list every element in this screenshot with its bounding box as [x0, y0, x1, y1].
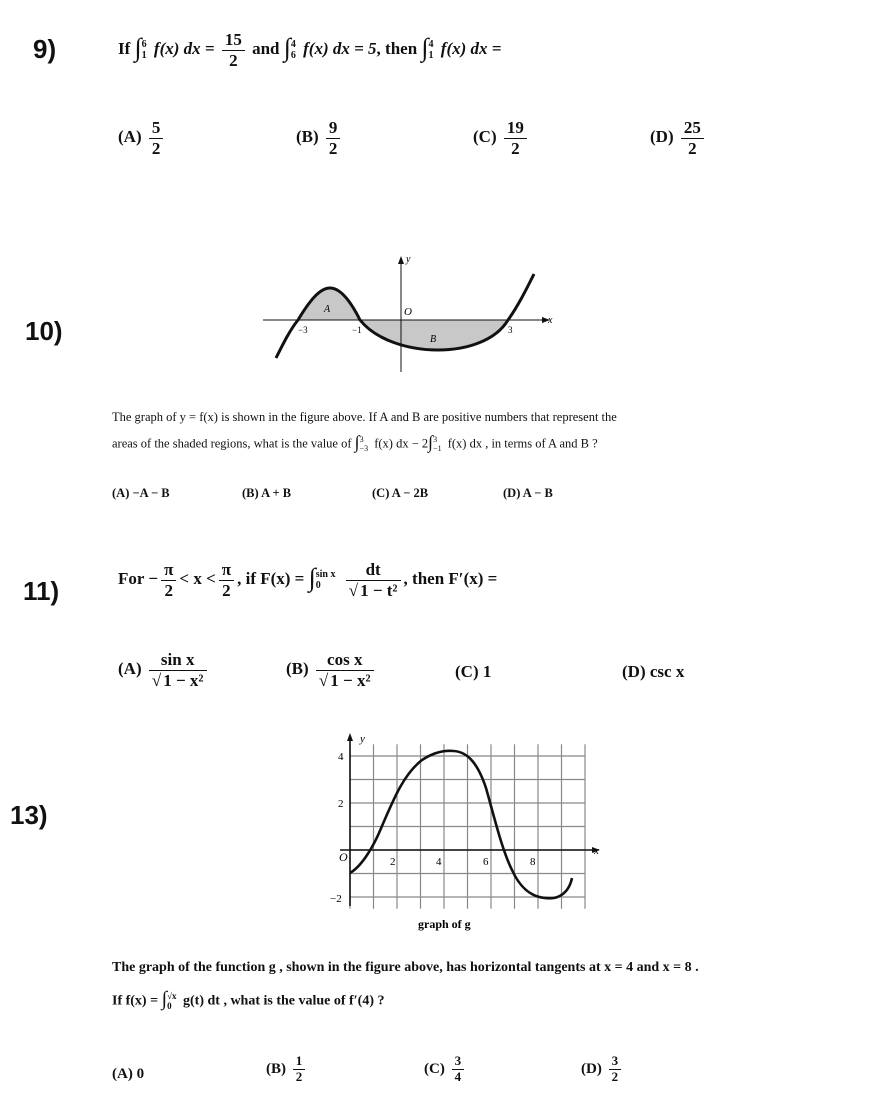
x-axis-label: x	[548, 315, 553, 326]
question-9-prompt	[118, 30, 501, 70]
q13-graph	[326, 730, 606, 940]
question-10-text-line1: The graph of y = f(x) is shown in the figure above. If A and B are positive numbers that represent the	[112, 410, 617, 424]
choice-a[interactable]: (A) $\frac{\text{sin x}}{\text{√ 1 − x²}}$	[118, 650, 210, 690]
integral-sign: ∫	[283, 33, 291, 63]
integrand: f(x) dx = 5	[303, 38, 377, 58]
prompt-text: , then	[376, 38, 418, 58]
integrand: f(x) dx =	[440, 38, 502, 58]
choice-c[interactable]: (C) $\frac{3}{4}$	[424, 1054, 467, 1085]
tick-label: 4	[338, 751, 344, 763]
grid	[350, 744, 585, 909]
origin-label: O	[404, 306, 412, 318]
tick-label: −3	[298, 325, 308, 335]
region-a-label: A	[324, 304, 331, 315]
y-axis-arrow	[347, 733, 353, 741]
choice-b[interactable]: (B) $\frac{1}{2}$	[266, 1054, 308, 1085]
choice-d[interactable]: (D) $\frac{3}{2}$	[581, 1054, 624, 1085]
question-13-text-line1: The graph of the function g , shown in the figure above, has horizontal tangents at x = 4 and x = 8 .	[112, 960, 699, 975]
y-axis-arrow	[398, 256, 404, 264]
integral-limits: 4 1	[428, 39, 434, 62]
question-11-number: 11)	[23, 576, 60, 606]
region-b-label: B	[430, 334, 437, 345]
tick-label: 8	[530, 856, 536, 868]
choice-b[interactable]: (B) $\frac{\text{cos x}}{\text{√ 1 − x²}}$	[286, 650, 377, 690]
y-axis-label: y	[406, 254, 411, 265]
prompt-text: and	[252, 38, 280, 58]
choice-c[interactable]: (C) $\frac{19}{2}$	[473, 118, 530, 158]
g-curve	[350, 751, 572, 899]
choice-d[interactable]: (D) A − B	[503, 486, 553, 500]
tick-label: 6	[483, 856, 489, 868]
question-11-prompt: For − $\frac{\pi}{2}$ < x < $\frac{\pi}{2}$ , if F(x) = ∫ sin x 0 $\frac{dt}{\text{√ 1 − t²}}$ , then F′(x) =	[118, 560, 498, 600]
origin-label: O	[339, 850, 348, 864]
tick-label: 2	[390, 856, 396, 868]
prompt-text: If	[118, 38, 131, 58]
choice-d[interactable]: (D) csc x	[622, 662, 685, 681]
choice-c[interactable]: (C) A − 2B	[372, 486, 429, 500]
question-13-number: 13)	[10, 800, 48, 830]
question-10-number: 10)	[25, 316, 63, 346]
integral-limits: 4 6	[290, 39, 296, 62]
y-axis-label: y	[360, 733, 365, 745]
tick-label: 4	[436, 856, 442, 868]
question-10-text-line2: areas of the shaded regions, what is the value of ∫ 3 −3 f(x) dx − 2∫ 3 −1 f(x) dx , in terms of A and B ?	[112, 432, 598, 453]
integral-sign: ∫	[421, 33, 429, 63]
choice-a[interactable]: (A) −A − B	[112, 486, 170, 500]
question-9-number: 9)	[33, 34, 57, 64]
tick-label: −2	[330, 893, 342, 905]
fraction: $\frac{15}{2}$	[222, 30, 245, 70]
integral-limits: 6 1	[141, 39, 147, 62]
q10-graph	[258, 250, 558, 375]
x-axis-label: x	[594, 845, 599, 857]
integrand: f(x) dx =	[153, 38, 215, 58]
tick-label: 3	[508, 325, 513, 335]
choice-d[interactable]: (D) $\frac{25}{2}$	[650, 118, 707, 158]
choice-b[interactable]: (B) A + B	[242, 486, 292, 500]
choice-a[interactable]: (A) $\frac{5}{2}$	[118, 118, 166, 158]
graph-caption: graph of g	[418, 917, 471, 931]
choice-b[interactable]: (B) $\frac{9}{2}$	[296, 118, 343, 158]
tick-label: −1	[352, 325, 362, 335]
question-13-text-line2: If f(x) = ∫ √x 0 g(t) dt , what is the value of f′(4) ?	[112, 988, 385, 1011]
choice-c[interactable]: (C) 1	[455, 662, 492, 681]
tick-label: 2	[338, 798, 344, 810]
choice-a[interactable]: (A) 0	[112, 1066, 145, 1082]
integral-sign: ∫	[134, 33, 142, 63]
